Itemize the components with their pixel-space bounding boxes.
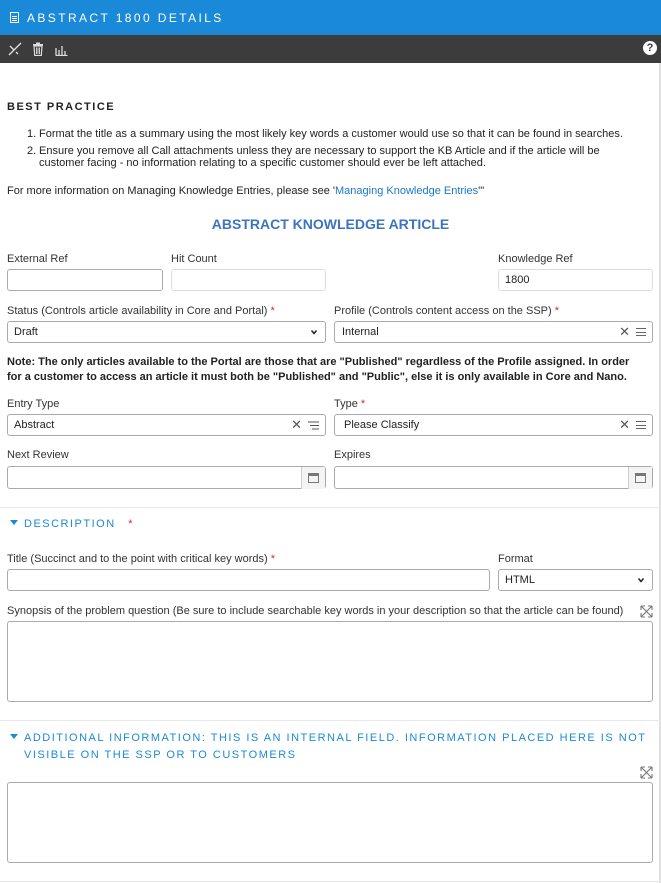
- knowledge-ref-label: Knowledge Ref: [498, 253, 573, 265]
- clear-icon[interactable]: ✕: [619, 417, 630, 432]
- synopsis-label: Synopsis of the problem question (Be sure to include searchable key words in your description so that the article can be found): [7, 605, 624, 617]
- best-practice-list: [27, 128, 642, 169]
- external-ref-input[interactable]: [7, 269, 163, 291]
- description-section-header[interactable]: DESCRIPTION *: [10, 516, 134, 533]
- hit-count-field: [171, 269, 326, 291]
- expires-date-input[interactable]: [334, 466, 653, 489]
- filter-list-icon[interactable]: [308, 421, 319, 430]
- expires-label: Expires: [334, 449, 371, 461]
- list-item: 1. Format the title as a summary using the most likely key words a customer would use so that it can be found in searches.: [27, 128, 623, 140]
- title-label: Title (Succinct and to the point with critical key words) *: [7, 553, 275, 565]
- divider: [0, 507, 661, 508]
- calendar-icon: [308, 473, 319, 483]
- divider: [0, 881, 661, 882]
- portal-availability-note: Note: The only articles available to the Portal are those that are "Published" regardless of the Profile assigned. In order for a customer to access an article it must both be "Published" and "Public", else it is only available in Core and Nano.: [7, 356, 630, 383]
- list-item: 2. Ensure you remove all Call attachments unless they are necessary to support the KB Article and if the article will be customer facing - no information relating to a specific customer should ever be left attached.: [27, 145, 600, 169]
- clear-icon[interactable]: ✕: [291, 417, 302, 432]
- knowledge-ref-field: 1800: [498, 269, 653, 291]
- next-review-date-input[interactable]: [7, 466, 326, 489]
- calendar-button[interactable]: [628, 467, 652, 489]
- status-label: Status (Controls article availability in Core and Portal) *: [7, 305, 275, 317]
- caret-down-icon: [10, 520, 18, 525]
- calendar-icon: [635, 473, 646, 483]
- divider: [0, 720, 661, 721]
- type-lookup[interactable]: Please Classify ✕: [334, 414, 653, 436]
- help-icon[interactable]: ?: [643, 41, 657, 55]
- clear-icon[interactable]: ✕: [619, 324, 630, 339]
- additional-info-section-header[interactable]: ADDITIONAL INFORMATION: THIS IS AN INTERNAL FIELD. INFORMATION PLACED HERE IS NOT VISIBLE ON THE SSP OR TO CUSTOMERS: [10, 730, 655, 764]
- expand-icon[interactable]: [640, 766, 653, 779]
- hit-count-label: Hit Count: [171, 253, 217, 265]
- best-practice-heading: BEST PRACTICE: [7, 101, 116, 113]
- additional-info-textarea[interactable]: [7, 782, 653, 863]
- trash-icon[interactable]: [30, 41, 46, 57]
- calendar-button[interactable]: [301, 467, 325, 489]
- window-title-bar: [0, 0, 661, 35]
- entry-type-label: Entry Type: [7, 398, 60, 410]
- status-select[interactable]: Draft: [7, 321, 326, 343]
- caret-down-icon: [10, 734, 18, 739]
- type-label: Type *: [334, 398, 366, 410]
- more-info-text: For more information on Managing Knowledge Entries, please see 'Managing Knowledge Entries'": [7, 185, 485, 197]
- entry-type-lookup[interactable]: Abstract ✕: [7, 414, 326, 436]
- section-title: ABSTRACT KNOWLEDGE ARTICLE: [211, 216, 450, 232]
- profile-label: Profile (Controls content access on the SSP) *: [334, 305, 560, 317]
- next-review-label: Next Review: [7, 449, 69, 461]
- format-label: Format: [498, 553, 533, 565]
- unlink-icon[interactable]: [7, 41, 23, 57]
- list-icon[interactable]: [636, 421, 646, 429]
- chart-icon[interactable]: [53, 41, 69, 57]
- profile-lookup[interactable]: Internal ✕: [334, 321, 653, 343]
- format-select[interactable]: HTML: [498, 569, 653, 591]
- window-title: ABSTRACT 1800 DETAILS: [27, 10, 224, 25]
- managing-knowledge-entries-link[interactable]: Managing Knowledge Entries: [335, 185, 479, 197]
- external-ref-label: External Ref: [7, 253, 68, 265]
- document-icon: [10, 12, 19, 23]
- expand-icon[interactable]: [640, 605, 653, 618]
- list-icon[interactable]: [636, 328, 646, 336]
- chevron-down-icon: [309, 327, 319, 337]
- chevron-down-icon: [636, 575, 646, 585]
- synopsis-textarea[interactable]: [7, 621, 653, 702]
- title-input[interactable]: [7, 569, 490, 591]
- toolbar: [0, 35, 661, 63]
